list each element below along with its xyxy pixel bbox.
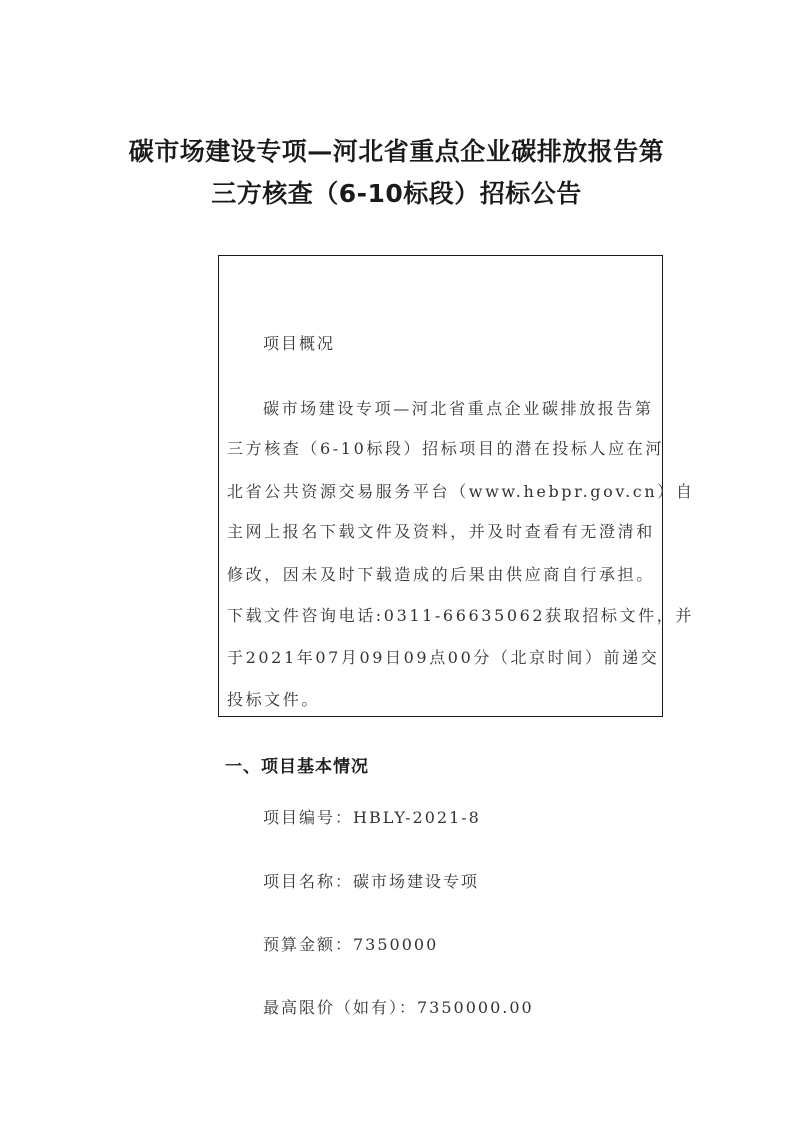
summary-heading: 项目概况	[263, 334, 336, 353]
summary-line: 下载文件咨询电话:0311-66635062获取招标文件，并	[227, 606, 694, 625]
summary-line: 投标文件。	[227, 690, 321, 709]
summary-line: 主网上报名下载文件及资料，并及时查看有无澄清和	[227, 522, 655, 541]
project-name: 项目名称：碳市场建设专项	[263, 872, 480, 891]
summary-line: 碳市场建设专项—河北省重点企业碳排放报告第	[263, 399, 654, 418]
project-number: 项目编号：HBLY-2021-8	[263, 808, 481, 827]
summary-line: 修改，因未及时下载造成的后果由供应商自行承担。	[227, 565, 655, 584]
document-title-line-2: 三方核查（6-10标段）招标公告	[211, 179, 582, 208]
budget-amount: 预算金额：7350000	[263, 935, 439, 954]
document-title-line-1: 碳市场建设专项—河北省重点企业碳排放报告第	[128, 137, 665, 166]
summary-line: 北省公共资源交易服务平台（www.hebpr.gov.cn）自	[227, 482, 695, 501]
summary-line: 于2021年07月09日09点00分（北京时间）前递交	[227, 648, 660, 667]
section-heading-basic-info: 一、项目基本情况	[225, 757, 369, 777]
summary-line: 三方核查（6-10标段）招标项目的潜在投标人应在河	[227, 439, 664, 458]
price-ceiling: 最高限价（如有）：7350000.00	[263, 998, 534, 1017]
